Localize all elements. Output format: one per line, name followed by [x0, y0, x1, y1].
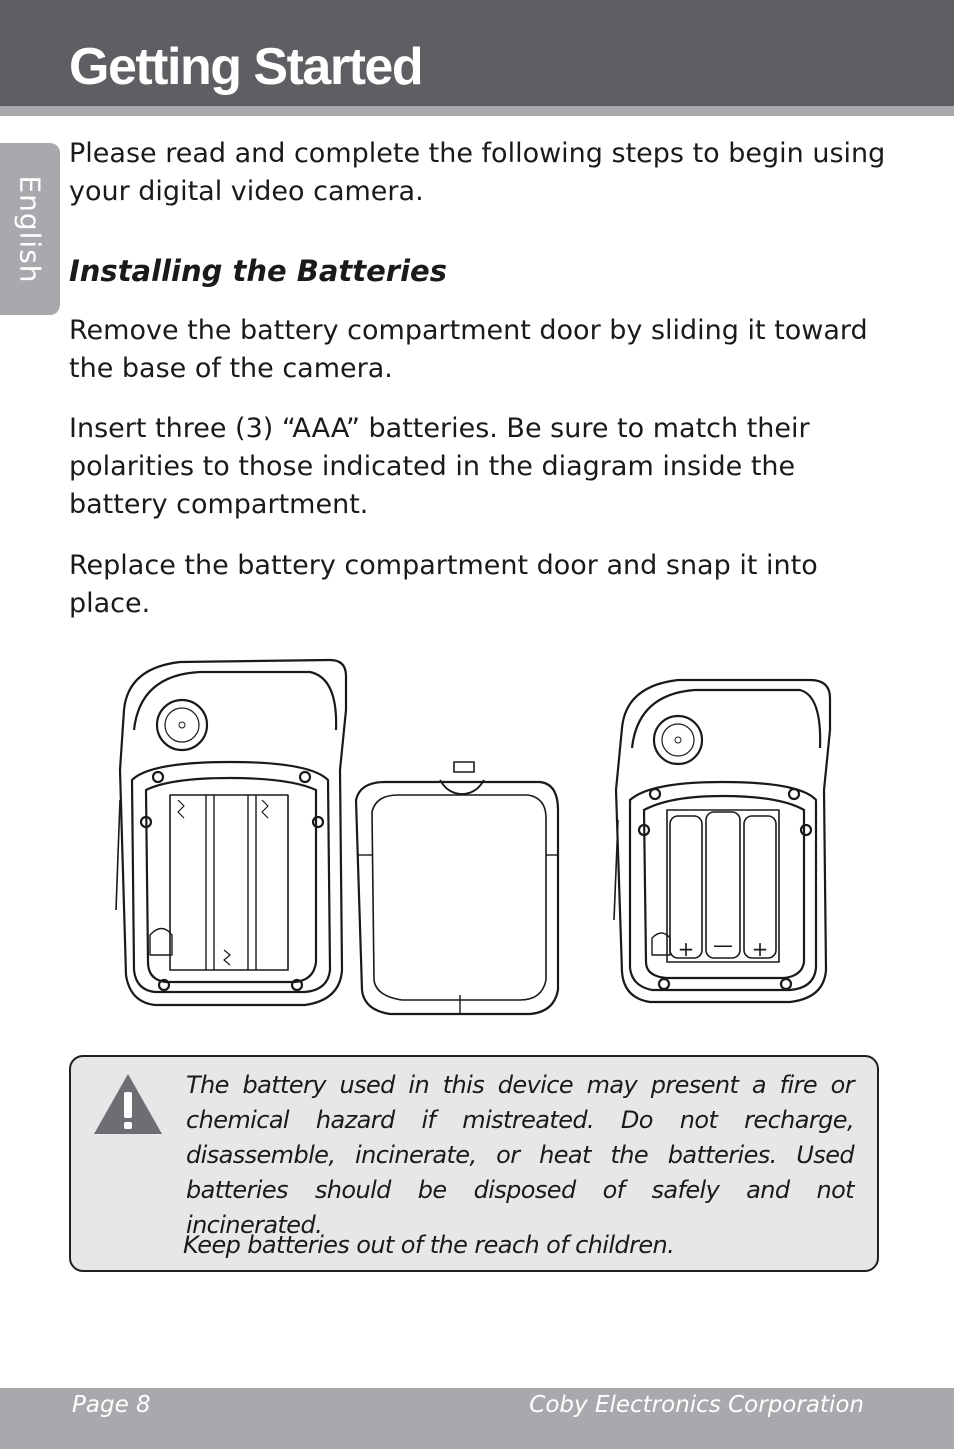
- polarity-mark-middle: —: [713, 933, 733, 957]
- warning-triangle-icon: [92, 1072, 164, 1136]
- camera-open-illustration: [116, 660, 346, 1005]
- battery-door-illustration: [356, 762, 558, 1014]
- step-insert-batteries: Insert three (3) “AAA” batteries. Be sure to match their polarities to those indicated in the diagram inside the battery compartment.: [69, 413, 810, 520]
- warning-note: Keep batteries out of the reach of children.: [183, 1231, 675, 1259]
- polarity-mark-right: +: [751, 937, 769, 961]
- battery-installation-figure: [110, 650, 840, 1030]
- header-stripe: [0, 106, 954, 116]
- section-heading: Installing the Batteries: [69, 254, 447, 288]
- polarity-mark-left: +: [677, 937, 695, 961]
- step-replace-door: Replace the battery compartment door and snap it into place.: [69, 550, 818, 619]
- company-name: Coby Electronics Corporation: [529, 1392, 864, 1418]
- language-tab-label: English: [13, 174, 47, 284]
- warning-text: The battery used in this device may present a fire or chemical hazard if mistreated. Do not recharge, disassemble, incinerate, or heat the batteries. Used batteries should be disposed of safely and not incinerated.: [186, 1071, 854, 1239]
- page-title: Getting Started: [69, 38, 423, 96]
- language-tab: [0, 143, 60, 315]
- intro-text: Please read and complete the following steps to begin using your digital video camera.: [69, 138, 886, 207]
- step-remove-door: Remove the battery compartment door by sliding it toward the base of the camera.: [69, 315, 868, 384]
- page-number: Page 8: [72, 1392, 151, 1418]
